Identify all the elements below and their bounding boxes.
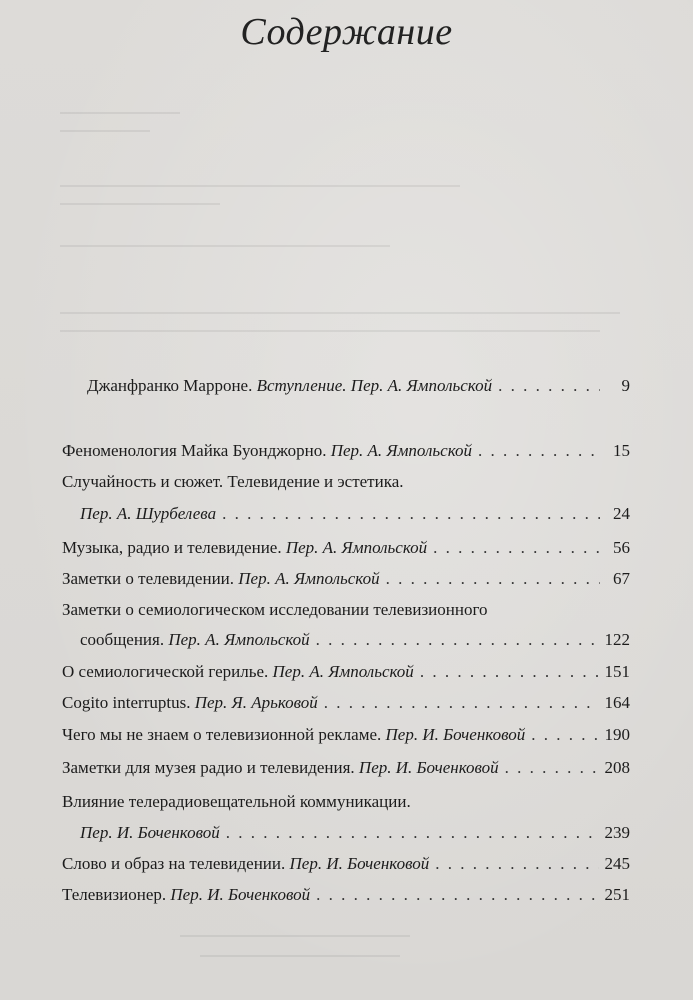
toc-entry: [62, 724, 630, 746]
toc-entry: [62, 692, 630, 714]
page-number: 151: [604, 662, 630, 681]
toc-entry-title: Телевизионер. Пер. И. Боченковой: [62, 885, 311, 904]
page-number: 251: [604, 885, 630, 904]
dot-leader: [324, 692, 599, 714]
page-number: 56: [613, 538, 630, 557]
entry-translator: Пер. И. Боченковой: [80, 823, 220, 842]
toc-entry-title: Cogito interruptus. Пер. Я. Арьковой: [62, 693, 318, 712]
toc-entry-title: Заметки о телевидении. Пер. А. Ямпольской: [62, 569, 380, 588]
page-number: 239: [604, 823, 630, 842]
entry-translator: Пер. А. Шурбелева: [80, 504, 217, 523]
bleed-through-line: [200, 955, 400, 957]
toc-entry-title: Чего мы не знаем о телевизионной рекламе. Пер. И. Боченковой: [62, 725, 526, 744]
entry-translator: Пер. И. Боченковой: [289, 854, 430, 873]
toc-entry-title: Заметки о семиологическом исследовании телевизионного: [62, 600, 488, 619]
page-number: 67: [613, 569, 630, 588]
toc-entry-title: О семиологической герилье. Пер. А. Ямпольской: [62, 662, 414, 681]
toc-entry-title: Заметки для музея радио и телевидения. Пер. И. Боченковой: [62, 758, 499, 777]
toc-entry-title: [80, 822, 220, 844]
toc-entry: [80, 503, 630, 525]
page-title: Содержание: [240, 11, 453, 53]
bleed-through-line: [60, 330, 600, 332]
dot-leader: [435, 853, 598, 875]
page-number: 208: [604, 758, 630, 777]
toc-entry: [62, 661, 630, 683]
toc-entry-title: [80, 503, 216, 525]
toc-entry-title: Случайность и сюжет. Телевидение и эстетика.: [62, 472, 404, 491]
toc-entry: [62, 884, 630, 906]
entry-translator: Пер. А. Ямпольской: [272, 662, 414, 681]
toc-entry: [62, 853, 630, 875]
bleed-through-line: [60, 185, 460, 187]
page-number: 190: [604, 725, 630, 744]
bleed-through-line: [60, 112, 180, 114]
toc-entry: [62, 440, 630, 462]
toc-entry-title: Влияние телерадиовещательной коммуникации.: [62, 792, 411, 811]
dot-leader: [531, 724, 598, 746]
toc-entry-title: Слово и образ на телевидении. Пер. И. Боченковой: [62, 854, 430, 873]
page-number: 164: [604, 693, 630, 712]
dot-leader: [386, 568, 600, 590]
entry-translator: Пер. И. Боченковой: [385, 725, 526, 744]
page-number: 24: [613, 504, 630, 523]
entry-work: Вступление.: [256, 376, 351, 395]
toc-entry: [62, 757, 630, 779]
dot-leader: [222, 503, 600, 525]
toc-entry-title: сообщения. Пер. А. Ямпольской: [80, 630, 310, 649]
entry-translator: Пер. А. Ямпольской: [285, 538, 428, 557]
bleed-through-line: [60, 245, 390, 247]
dot-leader: [316, 884, 598, 906]
toc-entry: [80, 822, 630, 844]
entry-translator: Пер. И. Боченковой: [358, 758, 499, 777]
toc-entry: [80, 629, 630, 651]
toc-entry-title: Феноменология Майка Буонджорно. Пер. А. Ямпольской: [62, 441, 473, 460]
dot-leader: [505, 757, 599, 779]
page-number: 122: [604, 630, 630, 649]
page-number: 245: [604, 854, 630, 873]
bleed-through-line: [60, 203, 220, 205]
dot-leader: [478, 440, 600, 462]
toc-entry: [87, 375, 630, 397]
entry-translator: Пер. И. Боченковой: [170, 885, 311, 904]
entry-translator: Пер. А. Ямпольской: [168, 630, 310, 649]
dot-leader: [420, 661, 599, 683]
bleed-through-line: [60, 312, 620, 314]
dot-leader: [226, 822, 599, 844]
toc-entry-title: Музыка, радио и телевидение. Пер. А. Ямпольской: [62, 538, 428, 557]
dot-leader: [433, 537, 600, 559]
dot-leader: [498, 375, 600, 397]
toc-entry: [62, 537, 630, 559]
entry-translator: Пер. А. Ямпольской: [330, 441, 473, 460]
page-number: 9: [621, 376, 630, 395]
toc-entry-title: [87, 375, 492, 397]
dot-leader: [316, 629, 599, 651]
entry-translator: Пер. А. Ямпольской: [238, 569, 380, 588]
entry-translator: Пер. А. Ямпольской: [350, 376, 493, 395]
bleed-through-line: [180, 935, 410, 937]
entry-author: Джанфранко Марроне.: [87, 376, 257, 395]
entry-translator: Пер. Я. Арьковой: [194, 693, 318, 712]
page-number: 15: [613, 441, 630, 460]
bleed-through-line: [60, 130, 150, 132]
toc-entry: [62, 568, 630, 590]
